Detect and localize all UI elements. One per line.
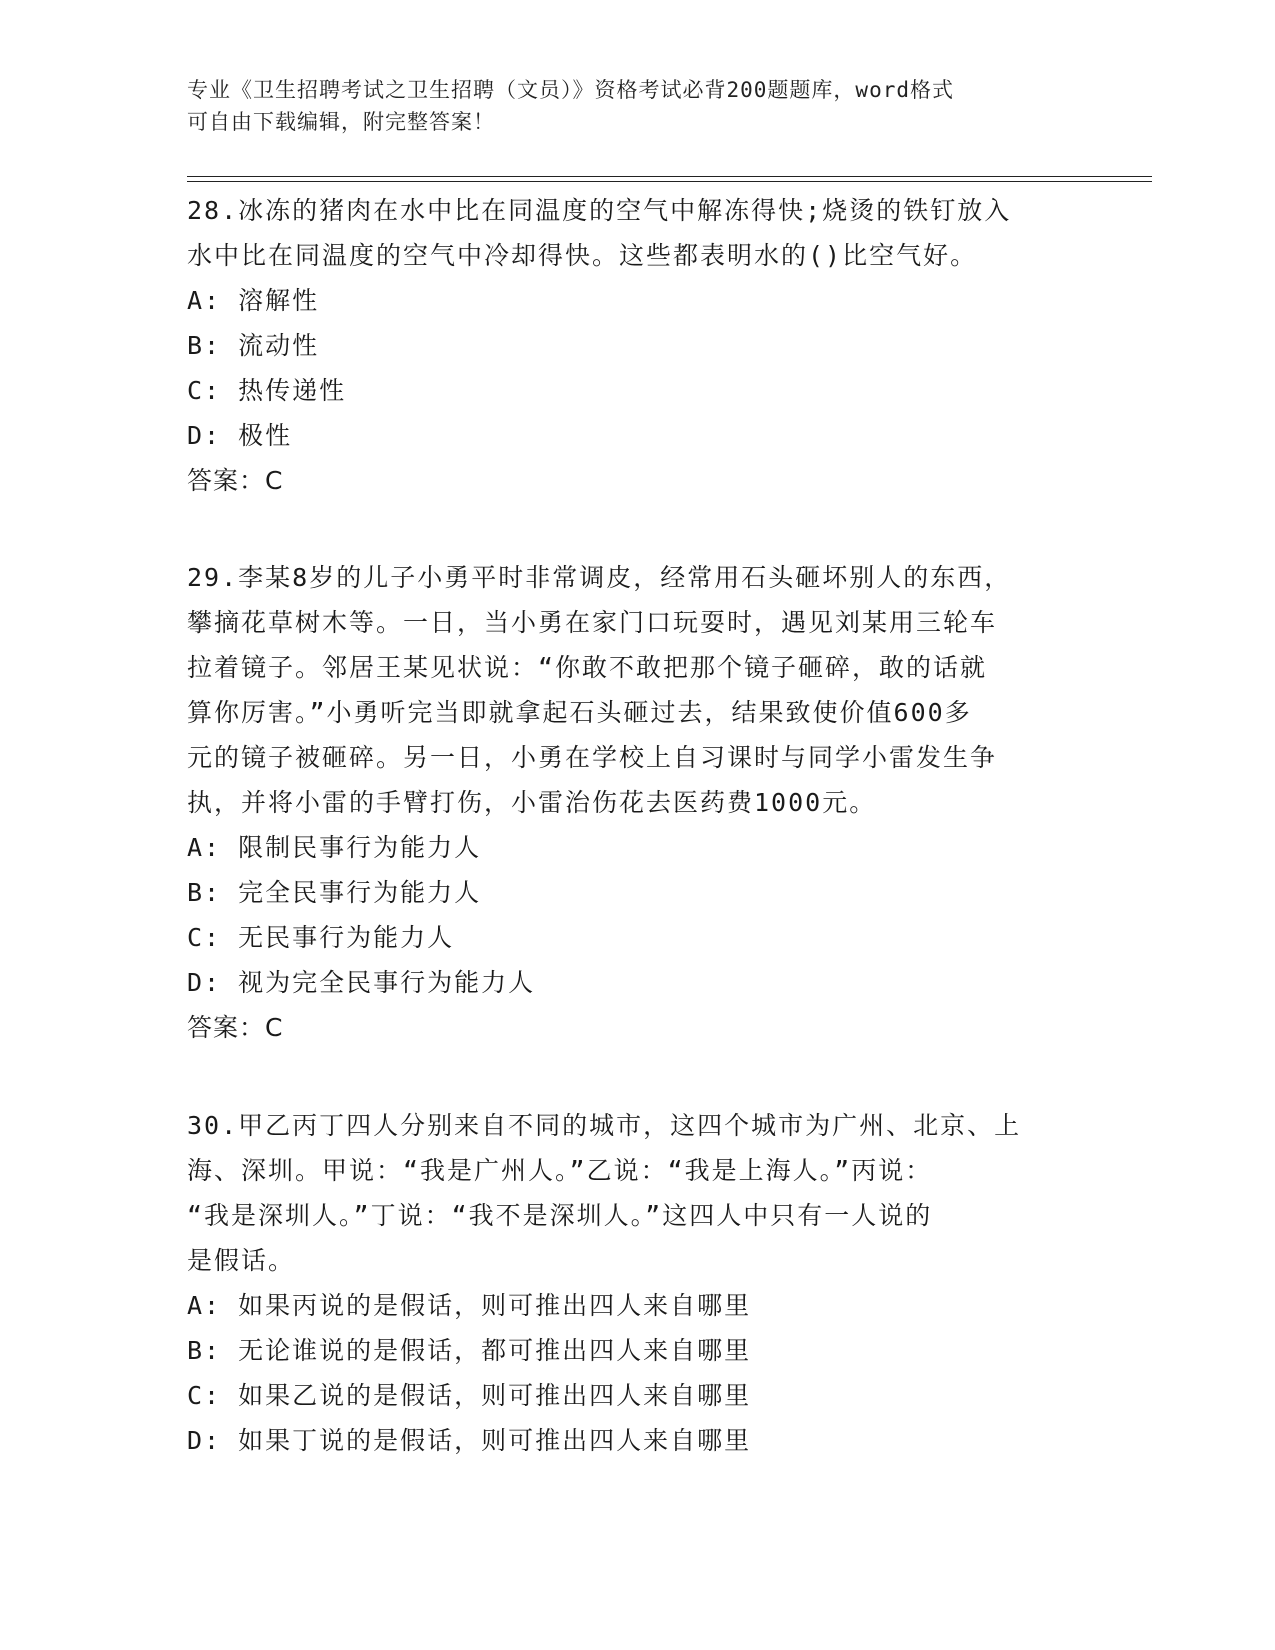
answer-line: 答案：C [187, 466, 284, 495]
question-stem-line: 海、深圳。甲说：“我是广州人。”乙说：“我是上海人。”丙说： [187, 1156, 933, 1185]
option-c: C: 如果乙说的是假话，则可推出四人来自哪里 [187, 1381, 752, 1410]
option-c: C: 无民事行为能力人 [187, 923, 455, 952]
question-stem-line: 算你厉害。”小勇听完当即就拿起石头砸过去，结果致使价值600多 [187, 698, 972, 727]
question-stem-line: 28.冰冻的猪肉在水中比在同温度的空气中解冻得快;烧烫的铁钉放入 [187, 196, 1012, 225]
option-c: C: 热传递性 [187, 376, 347, 405]
option-d: D: 极性 [187, 421, 293, 450]
option-a: A: 限制民事行为能力人 [187, 833, 482, 862]
question-stem-line: 水中比在同温度的空气中冷却得快。这些都表明水的()比空气好。 [187, 241, 978, 270]
question-stem-line: “我是深圳人。”丁说：“我不是深圳人。”这四人中只有一人说的 [187, 1201, 933, 1230]
option-b: B: 无论谁说的是假话，都可推出四人来自哪里 [187, 1336, 752, 1365]
option-a: A: 如果丙说的是假话，则可推出四人来自哪里 [187, 1291, 752, 1320]
question-stem-line: 拉着镜子。邻居王某见状说：“你敢不敢把那个镜子砸碎，敢的话就 [187, 653, 988, 682]
option-d: D: 视为完全民事行为能力人 [187, 968, 536, 997]
header-divider-bottom [187, 181, 1152, 182]
question-stem-line: 攀摘花草树木等。一日，当小勇在家门口玩耍时，遇见刘某用三轮车 [187, 608, 998, 637]
answer-line: 答案：C [187, 1013, 284, 1042]
header-line-2: 可自由下载编辑，附完整答案！ [187, 110, 495, 134]
header-line-1: 专业《卫生招聘考试之卫生招聘（文员）》资格考试必背200题题库，word格式 [187, 78, 954, 102]
header-divider-top [187, 176, 1152, 177]
question-29 [187, 555, 1087, 1050]
question-stem-line: 30.甲乙丙丁四人分别来自不同的城市，这四个城市为广州、北京、上 [187, 1111, 1022, 1140]
option-b: B: 流动性 [187, 331, 320, 360]
option-d: D: 如果丁说的是假话，则可推出四人来自哪里 [187, 1426, 752, 1455]
question-30 [187, 1103, 1087, 1463]
document-header [187, 74, 1067, 138]
question-stem-line: 是假话。 [187, 1246, 296, 1275]
option-b: B: 完全民事行为能力人 [187, 878, 482, 907]
question-stem-line: 29.李某8岁的儿子小勇平时非常调皮，经常用石头砸坏别人的东西， [187, 563, 1012, 592]
option-a: A: 溶解性 [187, 286, 320, 315]
question-stem-line: 元的镜子被砸碎。另一日，小勇在学校上自习课时与同学小雷发生争 [187, 743, 998, 772]
question-28 [187, 188, 1087, 503]
question-stem-line: 执，并将小雷的手臂打伤，小雷治伤花去医药费1000元。 [187, 788, 877, 817]
